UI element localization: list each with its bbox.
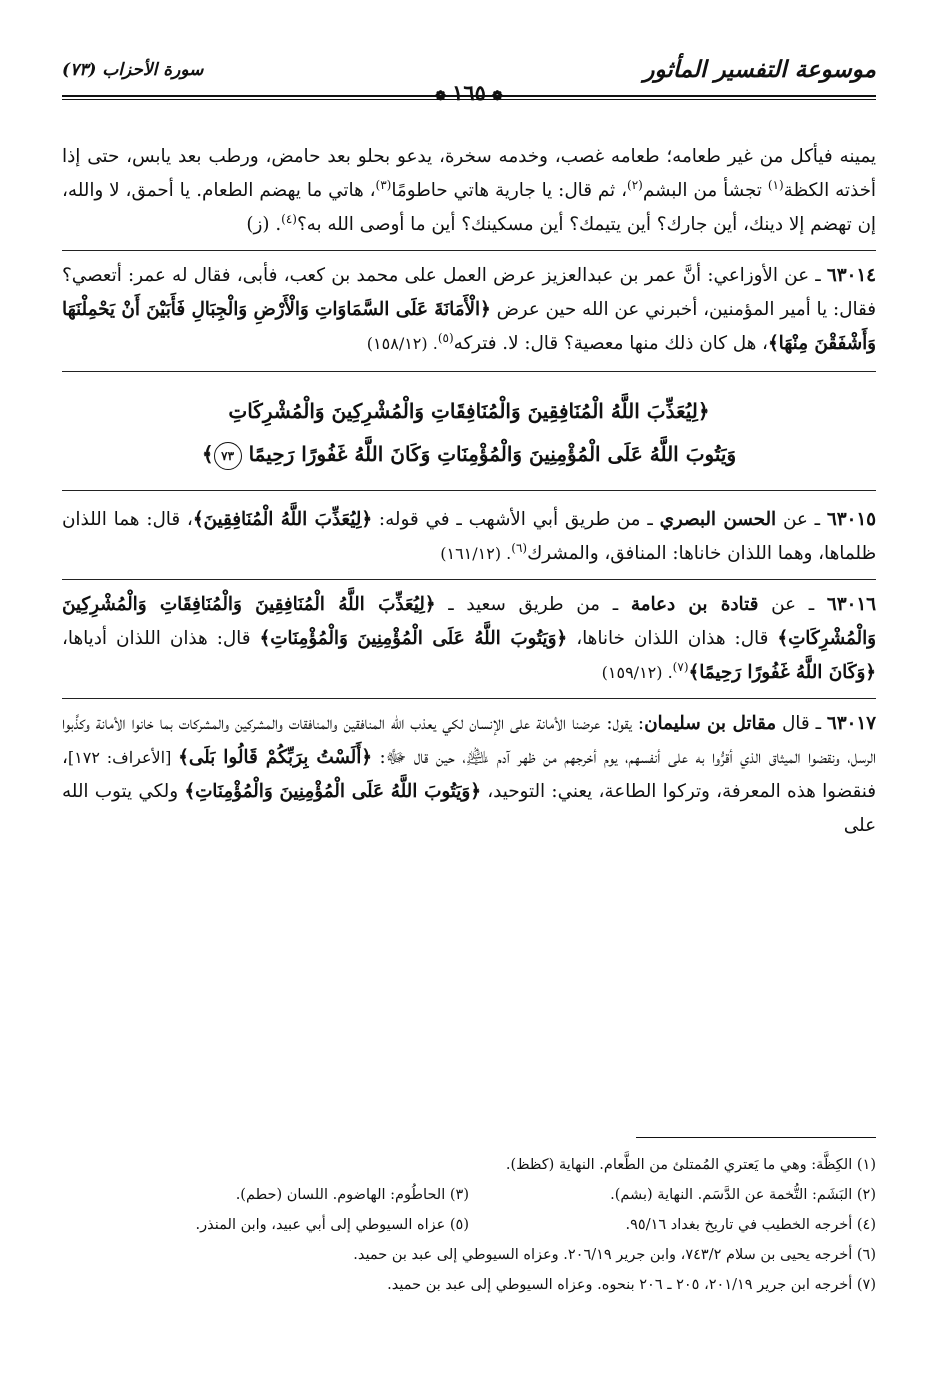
text: ـ من طريق سعيد ـ <box>435 594 631 615</box>
footnote-5: (٥) عزاه السيوطي إلى أبي عبيد، وابن المنذر. <box>195 1217 469 1233</box>
narrator-name: الحسن البصري <box>659 509 777 530</box>
ornament-icon: ❁ <box>435 89 447 104</box>
text: ، هل كان ذلك منها معصية؟ قال: لا. فتركه <box>453 333 768 354</box>
footnote-ref: (٥) <box>437 330 454 345</box>
entry-63014 <box>62 259 876 361</box>
footnote-ref: (٢) <box>627 177 643 192</box>
narrator-name: قتادة بن دعامة <box>630 594 759 615</box>
verse-line <box>62 433 876 476</box>
section-separator <box>62 371 876 372</box>
page-number-value: ١٦٥ <box>452 80 486 105</box>
text: ، قال: هما اللذان ظلماها، وهما اللذان خاناها: المنافق، والمشرك <box>62 509 876 564</box>
footnote-4: (٤) أخرجه الخطيب في تاريخ بغداد ٩٥/١٦. <box>625 1217 876 1233</box>
entry-63017 <box>62 707 876 843</box>
text: تجشأ من البشم <box>642 180 768 201</box>
header-rule <box>62 95 876 97</box>
footnotes <box>62 1150 876 1300</box>
ayah-number-marker: ٧٣ <box>214 442 242 470</box>
footnote-6: (٦) أخرجه يحيى بن سلام ٧٤٣/٢، وابن جرير ٢٠٦/١٩. وعزاه السيوطي إلى عبد بن حميد. <box>353 1247 876 1263</box>
book-title: موسوعة التفسير المأثور <box>643 56 876 83</box>
entry-number: ٦٣٠١٦ <box>826 594 876 615</box>
source-ref: . (١٦١/١٢) <box>440 544 512 563</box>
section-separator <box>62 490 876 491</box>
text: ـ عن <box>758 594 827 615</box>
quran-quote: ﴿الْأَمَانَةَ عَلَى السَّمَاوَاتِ وَالْأَرْضِ وَالْجِبَالِ فَأَبَيْنَ أَنْ يَحْمِلْنَهَا وَأَشْفَقْنَ مِنْهَا﴾ <box>62 299 876 354</box>
footnote-ref: (٦) <box>511 540 528 555</box>
text: ـ من طريق أبي الأشهب ـ في قوله: <box>372 509 660 530</box>
entry-separator <box>62 579 876 580</box>
quran-quote: ﴿لِيُعَذِّبَ اللَّهُ الْمُنَافِقِينَ وَالْمُنَافِقَاتِ وَالْمُشْرِكِينَ وَالْمُشْرِكَاتِ﴾ <box>62 594 877 649</box>
footnote-rule <box>636 1137 876 1138</box>
quran-quote: ﴿وَيَتُوبَ اللَّهُ عَلَى الْمُؤْمِنِينَ وَالْمُؤْمِنَاتِ﴾ <box>184 781 481 802</box>
text: ـ عن <box>776 509 827 530</box>
text: أين جارك؟ أين يتيمك؟ أين مسكينك؟ أين ما أوصى الله به؟ <box>296 214 738 235</box>
text: ولكي يتوب الله على <box>62 781 876 836</box>
entry-number: ٦٣٠١٥ <box>826 509 876 530</box>
text: قال: هذان اللذان خاناها، <box>567 628 778 649</box>
ornament-icon: ❁ <box>491 89 503 104</box>
header-rule-thin <box>62 99 876 100</box>
source-ref: . (١٥٩/١٢) <box>601 663 673 682</box>
verse-line: ﴿لِيُعَذِّبَ اللَّهُ الْمُنَافِقِينَ وَالْمُنَافِقَاتِ وَالْمُشْرِكِينَ وَالْمُشْرِكَاتِ <box>228 399 710 423</box>
entry-63015 <box>62 503 876 571</box>
page-number <box>429 80 509 105</box>
quran-quote: ﴿وَكَانَ اللَّهُ غَفُورًا رَحِيمًا﴾ <box>688 662 876 683</box>
footnote-ref: (٧) <box>672 659 689 674</box>
verse-block <box>62 390 876 476</box>
quran-quote: ﴿وَيَتُوبَ اللَّهُ عَلَى الْمُؤْمِنِينَ وَالْمُؤْمِنَاتِ﴾ <box>259 628 568 649</box>
text: : يقول: عرضنا الأمانة على الإنسان لكي يعذب الله المنافقين والمنافقات والمشركين والمشركات بما خانوا الأمانة وكذَّبوا الرسل، ونقضوا الميثاق الذي أقرُّوا به على أنفسهم، يوم أخرجهم من ظهر آدم ﵇، حين قال ﷻ: <box>62 713 876 768</box>
entry-separator <box>62 698 876 699</box>
verse-text: وَيَتُوبَ اللَّهُ عَلَى الْمُؤْمِنِينَ وَالْمُؤْمِنَاتِ وَكَانَ اللَّهُ غَفُورًا رَحِيمًا <box>248 442 737 466</box>
entry-number: ٦٣٠١٧ <box>826 713 876 734</box>
text: ، فنقضوا هذه المعرفة، وتركوا الطاعة، يعني: التوحيد، <box>62 747 876 802</box>
footnote-ref: (١) <box>767 177 784 192</box>
narrator-name: مقاتل بن سليمان <box>644 713 777 734</box>
footnote-1: (١) الكِظَّة: وهي ما يَعتري المُمتلئ من الطَّعام. النهاية (كظظ). <box>505 1157 876 1173</box>
verse-bracket: ﴾ <box>201 442 214 466</box>
page-header <box>62 52 876 105</box>
surah-label: سورة الأحزاب (٧٣) <box>62 60 204 80</box>
text: ـ عن الأوزاعي: أنَّ عمر بن عبدالعزيز عرض العمل على محمد بن كعب، فأبى، فقال له عمر: أتعصي؟ فقال: يا أمير المؤمنين، أخبرني عن الله حين عرض <box>62 265 877 320</box>
footnote-ref: (٤) <box>281 211 297 226</box>
entry-63016 <box>62 588 876 690</box>
text: قال: هذان اللذان أدياها، <box>62 628 260 649</box>
paragraph-continuation <box>62 140 876 242</box>
entry-separator <box>62 250 876 251</box>
text: ورطب بعد يابس، حتى إذا أخذته الكظة <box>62 146 876 201</box>
quran-quote: ﴿أَلَسْتُ بِرَبِّكُمْ قَالُوا بَلَى﴾ <box>178 747 373 768</box>
page-body <box>62 140 876 843</box>
footnote-7: (٧) أخرجه ابن جرير ٢٠١/١٩، ٢٠٥ ـ ٢٠٦ بنحوه. وعزاه السيوطي إلى عبد بن حميد. <box>387 1277 876 1293</box>
footnote-2: (٢) البَشَم: التُّخمة عن الدَّسَم. النهاية (بشم). <box>610 1187 876 1203</box>
text: ، هاتي ما يهضم الطعام. يا أحمق، لا والله، إن تهضم إلا دينك، <box>62 180 876 235</box>
footnote-3: (٣) الحاطُوم: الهاضوم. اللسان (حطم). <box>235 1187 469 1203</box>
text: ـ قال <box>776 713 827 734</box>
source-ref: . (١٥٨/١٢) <box>366 334 438 353</box>
surah-reference: [الأعراف: ١٧٢] <box>67 748 179 767</box>
text: يمينه فيأكل من غير طعامه؛ طعامه غصب، وخدمه سخرة، يدعو بحلو بعد حامض، <box>265 146 877 167</box>
quran-quote: ﴿لِيُعَذِّبَ اللَّهُ الْمُنَافِقِينَ﴾ <box>192 509 373 530</box>
text: ، ثم قال: يا جارية <box>495 180 627 201</box>
entry-number: ٦٣٠١٤ <box>826 265 876 286</box>
text: هاتي حاطومًا <box>391 180 490 201</box>
text: . (ز) <box>246 214 282 235</box>
footnote-ref: (٣) <box>375 177 392 192</box>
